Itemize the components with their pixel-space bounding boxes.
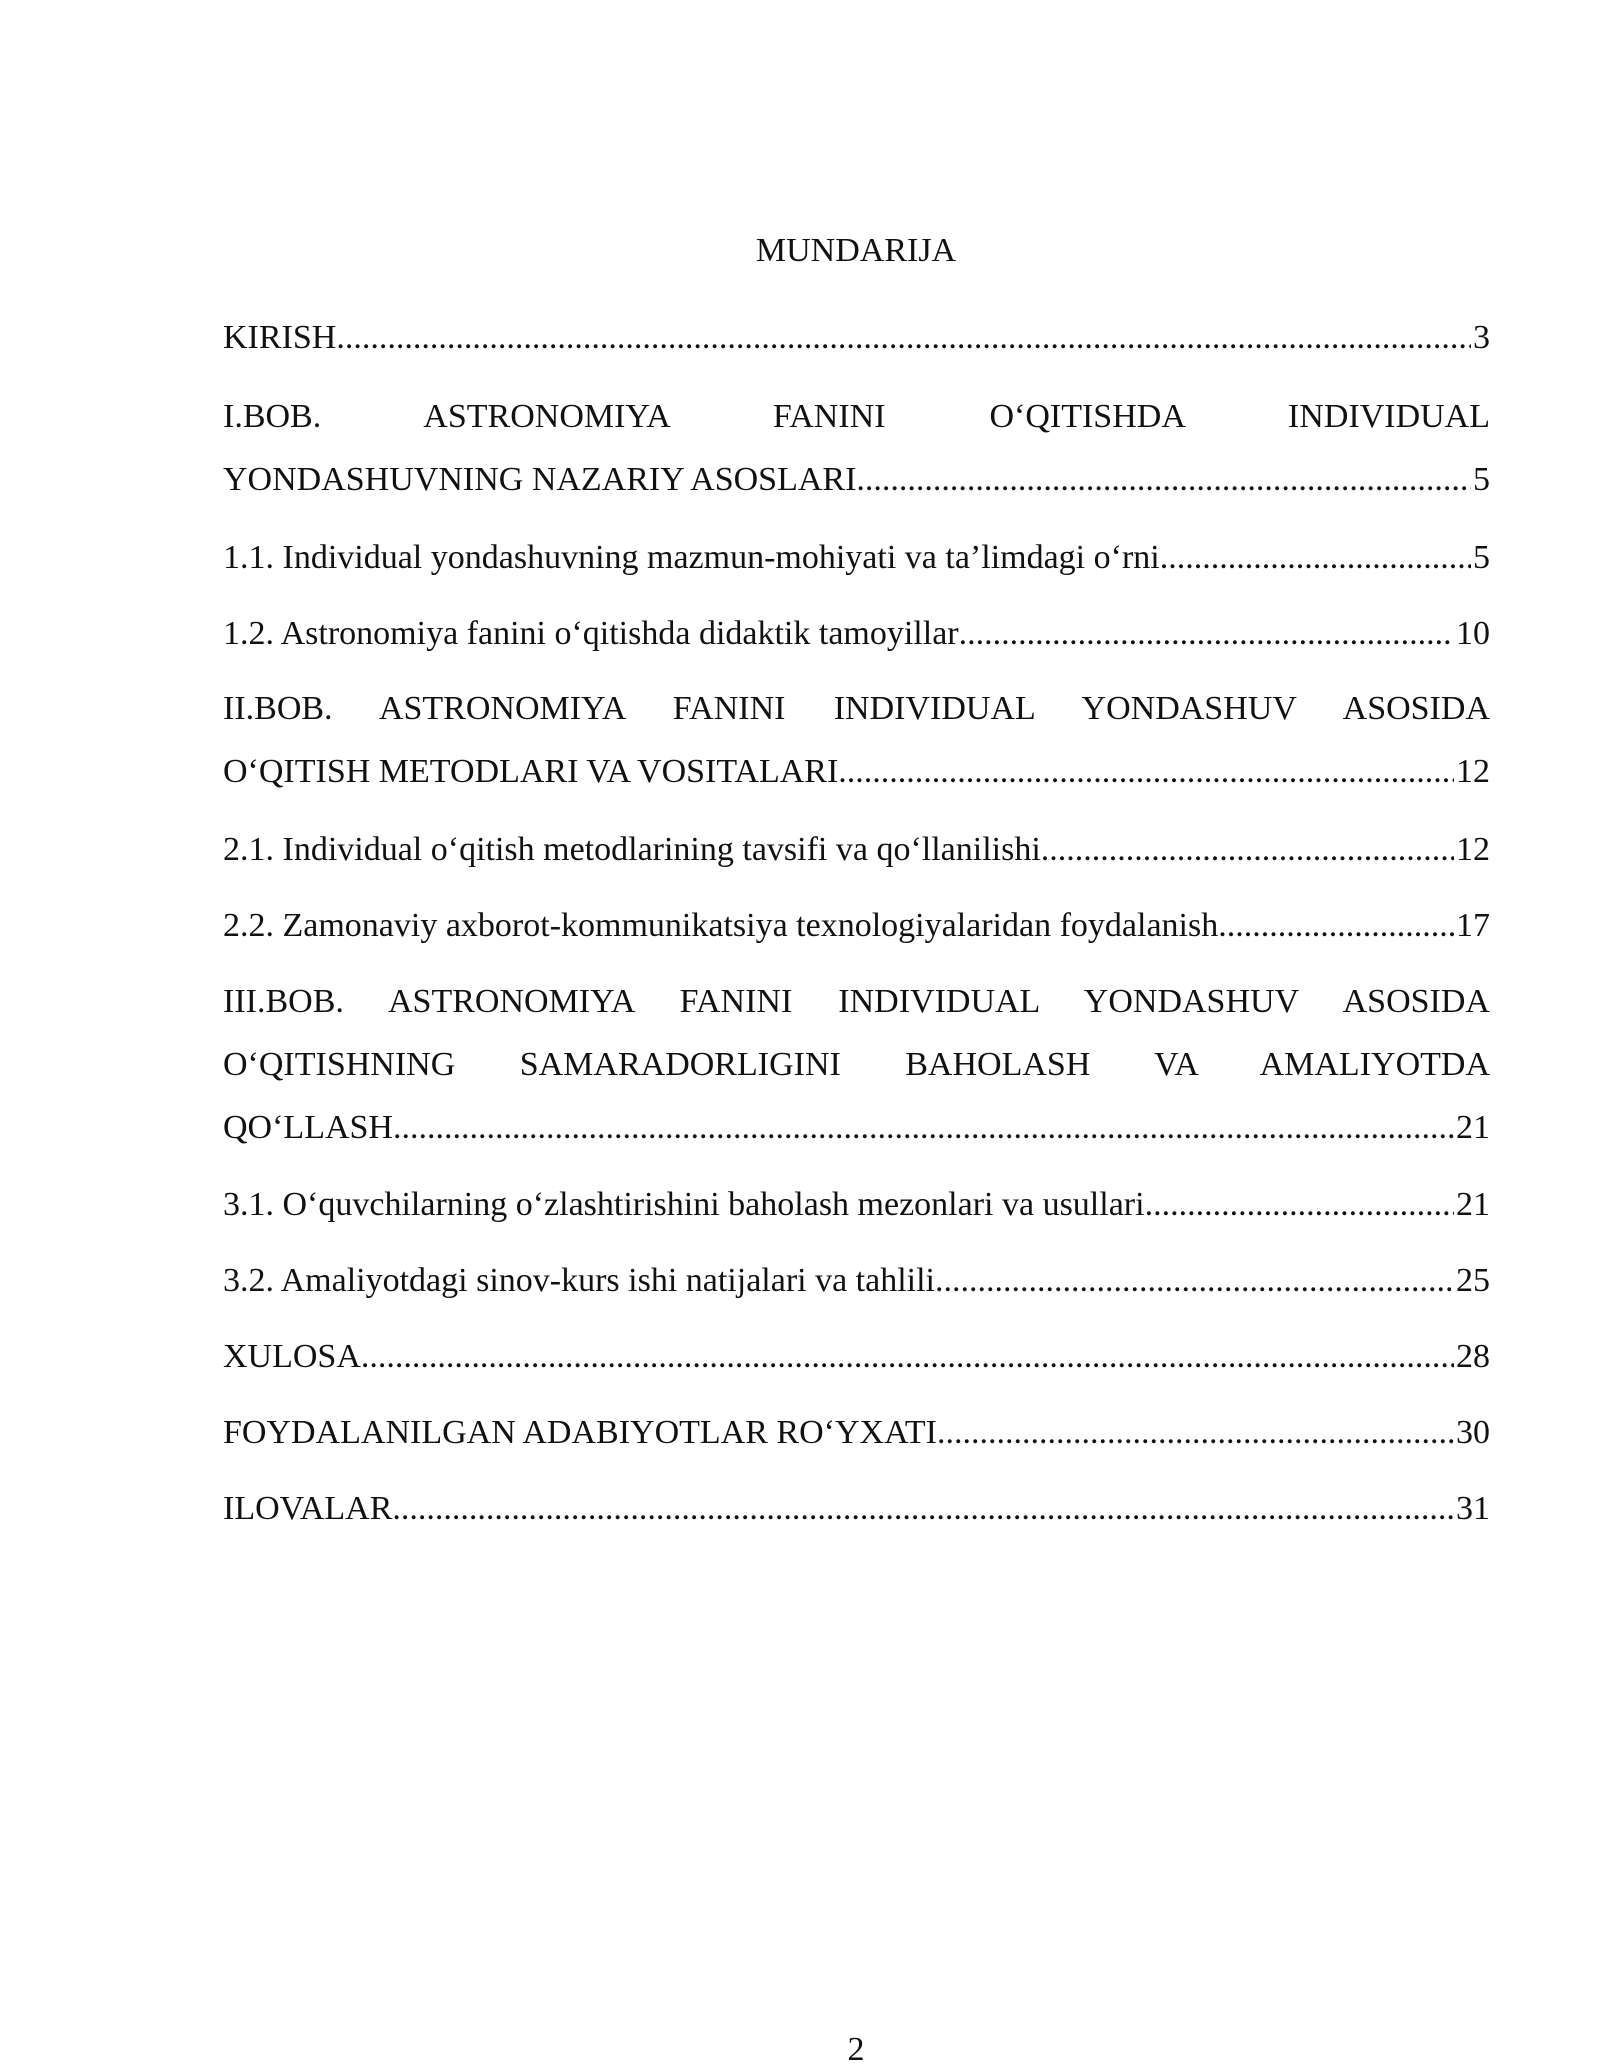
toc-entry[interactable] — [223, 306, 1490, 369]
toc-entry-line — [223, 818, 1490, 881]
page-title: MUNDARIJA — [755, 232, 957, 269]
toc-entry-label: ILOVALAR — [223, 1490, 393, 1527]
toc-entry[interactable] — [223, 894, 1490, 957]
toc-entry-label: 2.2. Zamonaviy axborot-kommunikatsiya texnologiyalaridan foydalanish — [223, 907, 1219, 944]
toc-page-number: 21 — [1456, 1186, 1490, 1223]
toc-entry[interactable] — [223, 602, 1490, 665]
toc-page-number: 25 — [1456, 1262, 1490, 1299]
toc-entry[interactable] — [223, 1173, 1490, 1236]
toc-entry[interactable] — [223, 385, 1490, 511]
toc-entry-line — [223, 526, 1490, 589]
toc-entry-label: 3.2. Amaliyotdagi sinov-kurs ishi natijalari va tahlili — [223, 1262, 936, 1299]
toc-entry-line — [223, 1249, 1490, 1312]
toc-page-number: 30 — [1456, 1414, 1490, 1451]
toc-entry-label: O‘QITISH METODLARI VA VOSITALARI — [223, 753, 839, 790]
dot-leader — [838, 740, 1454, 803]
toc-page-number: 5 — [1473, 539, 1490, 576]
toc-entry-line — [223, 1401, 1490, 1464]
toc-entry-label: XULOSA — [223, 1338, 361, 1375]
toc-entry[interactable] — [223, 526, 1490, 589]
toc-entry[interactable] — [223, 818, 1490, 881]
toc-entry-label: KIRISH — [223, 319, 337, 356]
dot-leader — [393, 1096, 1454, 1159]
toc-entry-line — [223, 448, 1490, 511]
toc-entry-label: QO‘LLASH — [223, 1109, 393, 1146]
toc-entry-label: FOYDALANILGAN ADABIYOTLAR RO‘YXATI — [223, 1414, 937, 1451]
dot-leader — [392, 1477, 1454, 1540]
toc-entry[interactable] — [223, 1477, 1490, 1540]
toc-entry[interactable] — [223, 1249, 1490, 1312]
toc-entry-line — [223, 740, 1490, 803]
dot-leader — [1145, 1173, 1454, 1236]
toc-entry-line — [223, 602, 1490, 665]
toc-entry[interactable] — [223, 1325, 1490, 1388]
toc-page-number: 21 — [1456, 1109, 1490, 1146]
dot-leader — [336, 306, 1471, 369]
toc-page-number: 10 — [1456, 615, 1490, 652]
toc-entry-label: YONDASHUVNING NAZARIY ASOSLARI — [223, 461, 857, 498]
page-number: 2 — [847, 2031, 865, 2068]
toc-page-number: 28 — [1456, 1338, 1490, 1375]
toc-entry-line — [223, 1096, 1490, 1159]
toc-entry-label: 1.2. Astronomiya fanini o‘qitishda didaktik tamoyillar — [223, 615, 959, 652]
dot-leader — [856, 448, 1471, 511]
toc-entry-line — [223, 1173, 1490, 1236]
toc-entry-text: O‘QITISHNING SAMARADORLIGINI BAHOLASH VA AMALIYOTDA — [223, 1046, 1490, 1083]
dot-leader — [935, 1249, 1454, 1312]
dot-leader — [937, 1401, 1454, 1464]
toc-entry-label: 3.1. O‘quvchilarning o‘zlashtirishini baholash mezonlari va usullari — [223, 1186, 1145, 1223]
dot-leader — [1218, 894, 1454, 957]
toc-page-number: 12 — [1456, 753, 1490, 790]
toc-entry-text: II.BOB. ASTRONOMIYA FANINI INDIVIDUAL YONDASHUV ASOSIDA — [223, 690, 1490, 727]
dot-leader — [959, 602, 1454, 665]
toc-page-number: 3 — [1473, 319, 1490, 356]
toc-entry-line — [223, 1477, 1490, 1540]
dot-leader — [1160, 526, 1471, 589]
toc-entry-line — [223, 894, 1490, 957]
toc-entry[interactable] — [223, 677, 1490, 803]
toc-entry-text: III.BOB. ASTRONOMIYA FANINI INDIVIDUAL YONDASHUV ASOSIDA — [223, 983, 1490, 1020]
toc-entry-line — [223, 1325, 1490, 1388]
toc-entry-label: 2.1. Individual o‘qitish metodlarining tavsifi va qo‘llanilishi — [223, 831, 1041, 868]
toc-page-number: 12 — [1456, 831, 1490, 868]
toc-page-number: 5 — [1473, 461, 1490, 498]
toc-entry-text: I.BOB. ASTRONOMIYA FANINI O‘QITISHDA INDIVIDUAL — [223, 398, 1490, 435]
dot-leader — [361, 1325, 1454, 1388]
toc-entry[interactable] — [223, 1401, 1490, 1464]
toc-entry-line — [223, 306, 1490, 369]
toc-entry-label: 1.1. Individual yondashuvning mazmun-mohiyati va ta’limdagi o‘rni — [223, 539, 1160, 576]
toc-page-number: 31 — [1456, 1490, 1490, 1527]
dot-leader — [1041, 818, 1454, 881]
toc-entry[interactable] — [223, 970, 1490, 1159]
toc-page-number: 17 — [1456, 907, 1490, 944]
